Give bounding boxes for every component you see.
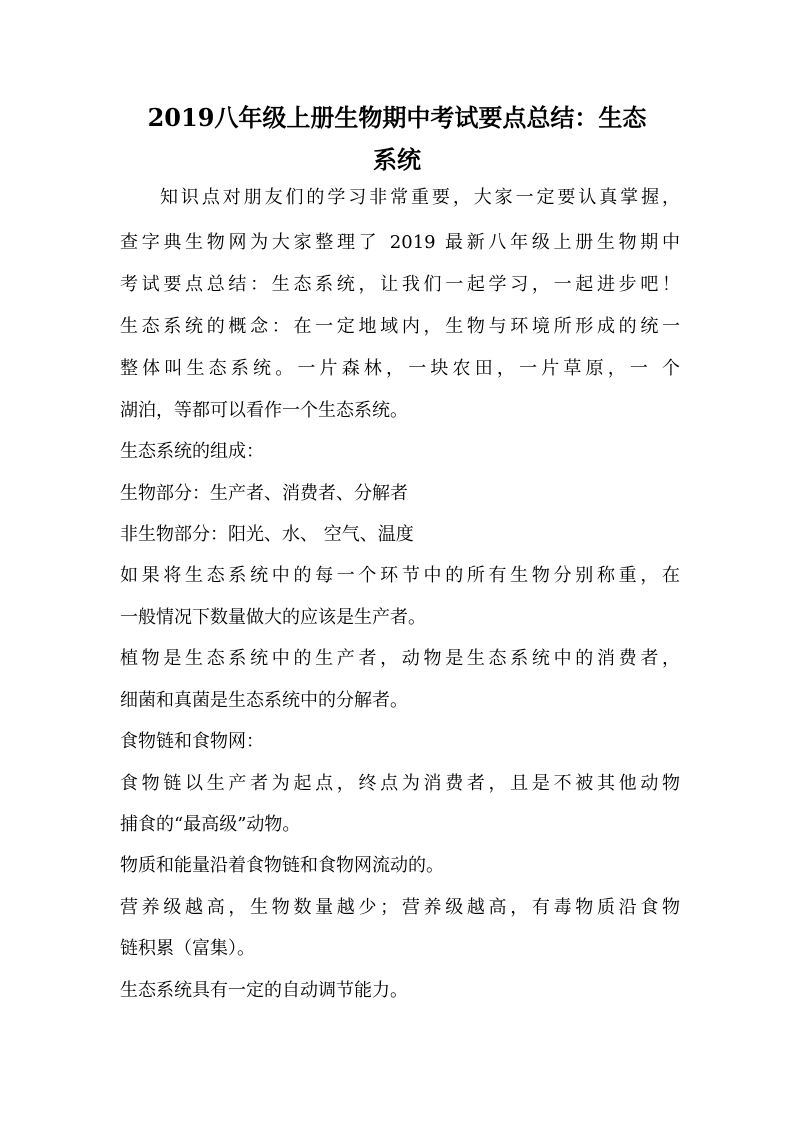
paragraph-line: 非生物部分：阳光、水、 空气、温度	[120, 524, 414, 545]
paragraph-line: 食物链以生产者为起点，终点为消费者，且是不被其他动物	[120, 773, 680, 794]
paragraph-line: 物质和能量沿着食物链和食物网流动的。	[120, 855, 444, 876]
document-title-line-1: 2019八年级上册生物期中考试要点总结：生态	[147, 103, 647, 132]
paragraph-line: 湖泊，等都可以看作一个生态系统。	[120, 400, 408, 421]
paragraph-line: 细菌和真菌是生态系统中的分解者。	[120, 690, 408, 711]
paragraph-line: 植物是生态系统中的生产者，动物是生态系统中的消费者，	[120, 648, 680, 669]
paragraph-line: 一般情况下数量做大的应该是生产者。	[120, 607, 426, 628]
document-title-line-2: 系统	[373, 145, 421, 174]
paragraph-line: 生态系统的概念：在一定地域内，生物与环境所形成的统一	[120, 316, 680, 337]
paragraph-line: 生物部分：生产者、消费者、分解者	[120, 483, 408, 504]
paragraph-line: 营养级越高，生物数量越少；营养级越高，有毒物质沿食物	[120, 897, 680, 918]
paragraph-line: 知识点对朋友们的学习非常重要，大家一定要认真掌握，	[160, 187, 680, 208]
paragraph-line: 生态系统具有一定的自动调节能力。	[120, 980, 408, 1001]
paragraph-line: 考试要点总结：生态系统，让我们一起学习，一起进步吧！	[120, 274, 680, 295]
paragraph-line: 如果将生态系统中的每一个环节中的所有生物分别称重，在	[120, 565, 680, 586]
paragraph-line: 捕食的“最高级”动物。	[120, 814, 301, 835]
paragraph-line: 查字典生物网为大家整理了 2019 最新八年级上册生物期中	[120, 232, 680, 253]
paragraph-line: 整体叫生态系统。一片森林，一块农田，一片草原，一 个	[120, 358, 680, 379]
paragraph-line: 链积累（富集）。	[120, 938, 255, 959]
paragraph-line: 食物链和食物网：	[120, 731, 264, 752]
paragraph-line: 生态系统的组成：	[120, 441, 264, 462]
